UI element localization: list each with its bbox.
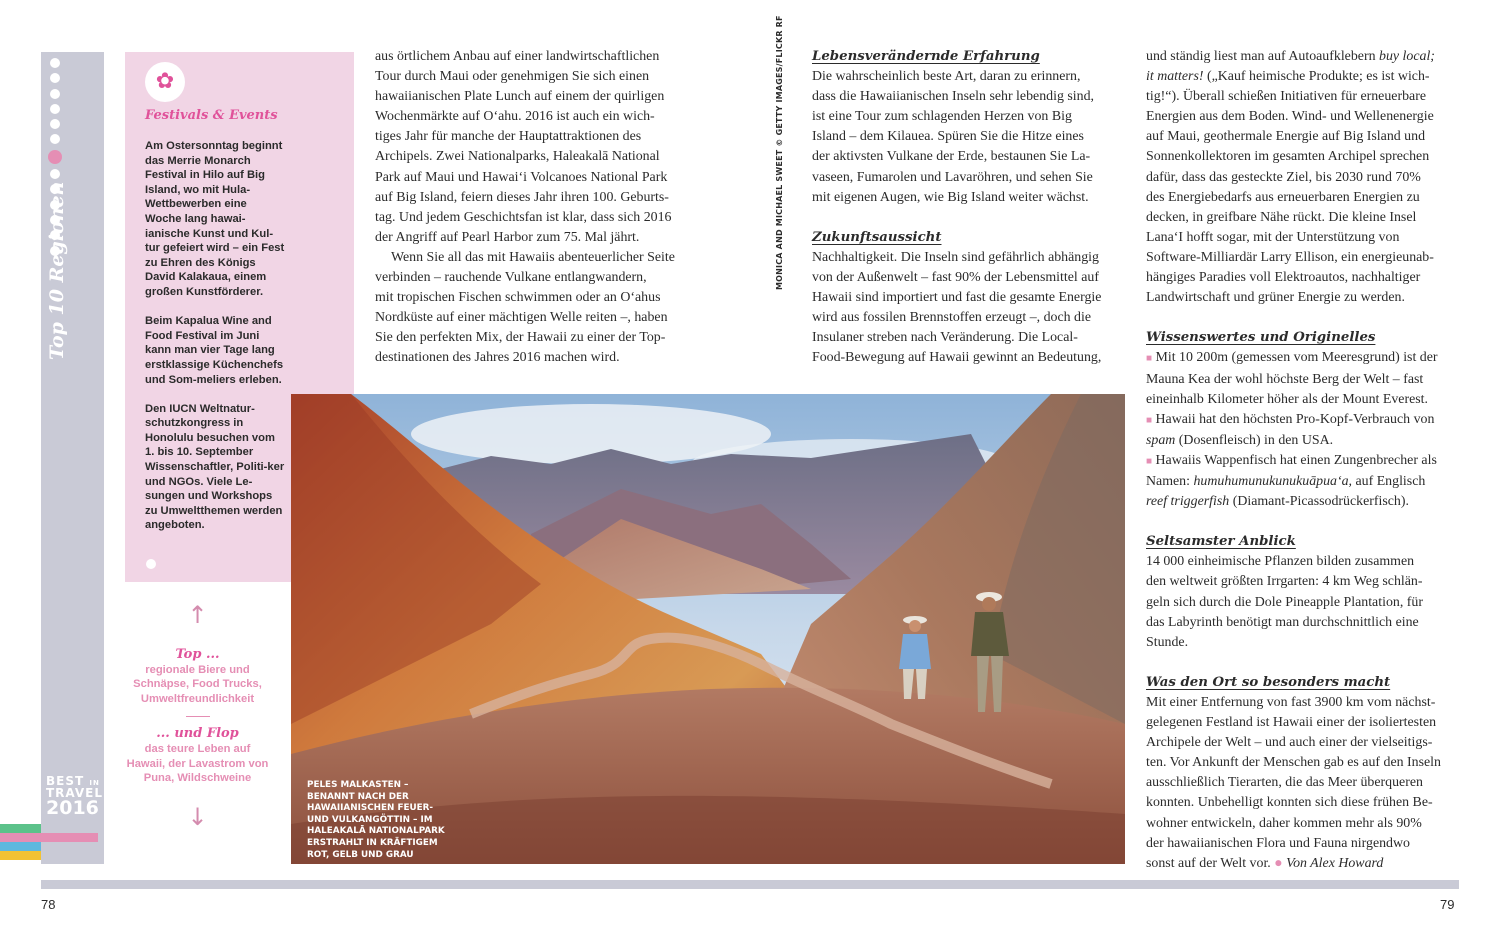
text-line: wohner entwickeln, daher kommen mehr als 90% <box>1146 815 1422 831</box>
text-line: vaseen, Fumarolen und Lavaröhren, und sehen Sie <box>812 169 1093 185</box>
text-line: geln sich durch die Dole Pineapple Plantation, für <box>1146 594 1423 610</box>
col3-trivia-list <box>1146 348 1461 512</box>
text-line: Insulaner streben nach Veränderung. Die Local- <box>812 330 1078 346</box>
col3-paragraph-2 <box>1146 552 1461 652</box>
text-line: dass die Hawaiianischen Inseln sehr lebendig sind, <box>812 89 1094 105</box>
heading-trivia: Wissenswertes und Originelles <box>1146 330 1376 346</box>
text-line: von der Außenwelt – fast 90% der Lebensmittel auf <box>812 270 1099 286</box>
footer-bar <box>41 880 1459 889</box>
top-text: regionale Biere und Schnäpse, Food Trucks, Umweltfreundlichkeit <box>133 663 262 705</box>
text-line: Mauna Kea der wohl höchste Berg der Welt – fast <box>1146 371 1424 387</box>
text-line: gelegenen Festland ist Hawaii einer der isoliertesten <box>1146 715 1437 731</box>
festivals-paragraph: Am Ostersonntag beginnt das Merrie Monarch Festival in Hilo auf Big Island, wo mit Hula-Wettbewerben eine Woche lang hawai-ianische Kunst und Kul-tur gefeiert wird – ein Fest zu Ehren des Königs David Kalakaua, einem großen Kunstförderer. <box>145 140 285 298</box>
color-bars <box>0 824 98 860</box>
color-bar-green <box>0 824 41 833</box>
text-line: Namen: humuhumunukunukuāpua‘a, auf Englisch <box>1146 473 1426 489</box>
text-line: hängiges Paradies voll Elektroautos, nachhaltiger <box>1146 270 1421 286</box>
text-line: eineinhalb Kilometer höher als der Mount Everest. <box>1146 391 1428 407</box>
top-flop-box <box>125 600 270 832</box>
text-line: dafür, dass das gesteckte Ziel, bis 2030 rund 70% <box>1146 169 1421 185</box>
text-line: Nachhaltigkeit. Die Inseln sind gefährlich abhängig <box>812 249 1099 265</box>
heading-special: Was den Ort so besonders macht <box>1146 674 1391 690</box>
top-heading: Top ... <box>175 647 220 662</box>
divider <box>186 716 210 717</box>
text-line: Island – dem Kilauea. Spüren Sie die Hitze eines <box>812 129 1084 145</box>
arrow-up-icon: ↑ <box>187 601 208 629</box>
heading-strangest-sight: Seltsamster Anblick <box>1146 534 1296 550</box>
text-line: wird aus fossilen Brennstoffen erzeugt –, doch die <box>812 310 1092 326</box>
text-line: ausschließlich Tierarten, die das Meer überqueren <box>1146 775 1423 791</box>
text-line: der aktivsten Vulkane der Erde, bestaunen Sie La- <box>812 149 1091 165</box>
text-line: hawaiianischen Plate Lunch auf einem der quirligen <box>375 89 665 105</box>
text-line: Hawaii sind importiert und fast die gesamte Energie <box>812 290 1102 306</box>
text-line: reef triggerfish (Diamant-Picassodrückerfisch). <box>1146 494 1409 510</box>
flop-text: das teure Leben auf Hawaii, der Lavastrom von Puna, Wildschweine <box>126 742 269 785</box>
flop-heading: ... und Flop <box>156 726 239 742</box>
festivals-heading: Festivals & Events <box>145 108 278 123</box>
best-in-travel-logo: BEST IN TRAVEL 2016 <box>46 774 104 819</box>
text-line: Energien aus dem Boden. Wind- und Wellenenergie <box>1146 109 1434 125</box>
heading-outlook: Zukunftsaussicht <box>812 229 942 245</box>
text-line: ■ Hawaii hat den höchsten Pro-Kopf-Verbrauch von <box>1146 411 1435 427</box>
arrow-down-icon: ↓ <box>187 802 208 831</box>
text-line: der Angriff auf Pearl Harbor zum 75. Mal jährt. <box>375 229 640 245</box>
text-line: tiges Jahr für manche der Hauptattraktionen des <box>375 129 642 145</box>
text-line: auf Big Island, feiern dieses Jahr ihren 100. Geburts- <box>375 189 669 205</box>
photo-credit: MONICA AND MICHAEL SWEET © GETTY IMAGES/FLICKR RF <box>775 15 784 290</box>
text-line: ten. Vor Ankunft der Menschen gab es auf den Inseln <box>1146 755 1441 771</box>
text-line: Lana‘I hofft sogar, mit der Unterstützung von <box>1146 229 1400 245</box>
text-line: Mit einer Entfernung von fast 3900 km vom nächst- <box>1146 695 1436 710</box>
flower-icon: ✿ <box>145 62 185 102</box>
col1-paragraph-1 <box>375 47 690 248</box>
end-dot <box>146 559 156 569</box>
text-line: des Energiebedarfs aus erneuerbaren Energien zu <box>1146 189 1420 205</box>
festivals-paragraph: Den IUCN Weltnatur-schutzkongress in Honolulu besuchen vom 1. bis 10. September Wissenschaftler, Politi-ker und NGOs. Viele Le-sungen und Workshops zu Umweltthemen werden angeboten. <box>145 402 285 532</box>
festivals-body <box>145 139 285 548</box>
text-line: konnten. Unbehelligt konnten sich diese frühen Be- <box>1146 795 1433 811</box>
text-line: der hawaiianischen Flora und Fauna nirgendwo <box>1146 835 1410 851</box>
text-line: sonst auf der Welt vor. ● Von Alex Howard <box>1146 855 1384 871</box>
text-line: spam (Dosenfleisch) in den USA. <box>1146 432 1334 448</box>
text-line: Nordküste auf einer mächtigen Welle reiten –, haben <box>375 310 668 326</box>
color-bar-yellow <box>0 851 41 860</box>
text-line: den weltweit größten Irrgarten: 4 km Weg schlän- <box>1146 574 1423 590</box>
col3-paragraph-0 <box>1146 47 1461 308</box>
text-line: aus örtlichem Anbau auf einer landwirtschaftlichen <box>375 49 660 64</box>
text-line: 14 000 einheimische Pflanzen bilden zusammen <box>1146 554 1415 570</box>
section-dot <box>50 58 60 68</box>
text-line: ist eine Tour zum schlagenden Herzen von Big <box>812 109 1072 125</box>
col2-paragraph-1 <box>812 67 1127 208</box>
section-dot <box>50 104 60 114</box>
text-line: Software-Milliardär Larry Ellison, ein energieunab- <box>1146 249 1434 265</box>
text-line: decken, in greifbare Nähe rückt. Die kleine Insel <box>1146 209 1417 225</box>
text-line: mit eigenen Augen, wie Big Island weiter wächst. <box>812 189 1089 205</box>
text-line: das Labyrinth benötigt man durchschnittlich eine <box>1146 614 1419 630</box>
text-line: tig!“). Überall schießen Initiativen für erneuerbare <box>1146 89 1426 105</box>
heading-life-changing: Lebensverändernde Erfahrung <box>812 49 1040 64</box>
col3-paragraph-3 <box>1146 693 1461 874</box>
text-line: Die wahrscheinlich beste Art, daran zu erinnern, <box>812 69 1081 85</box>
section-dot <box>50 134 60 144</box>
section-dot <box>50 169 60 179</box>
section-title: Top 10 Regionen <box>46 181 68 360</box>
text-line: Food-Bewegung auf Hawaii gewinnt an Bedeutung, <box>812 350 1102 366</box>
text-line: Stunde. <box>1146 634 1189 650</box>
text-line: Sonnenkollektoren im gesamten Archipel sprechen <box>1146 149 1430 165</box>
page-number-right: 79 <box>1440 897 1455 912</box>
text-line: ■ Mit 10 200m (gemessen vom Meeresgrund) ist der <box>1146 350 1438 366</box>
text-line: Wochenmärkte auf O‘ahu. 2016 ist auch ein wich- <box>375 109 655 125</box>
photo-caption: PELES MALKASTEN – BENANNT NACH DER HAWAIIANISCHEN FEUER- UND VULKANGÖTTIN – IM HALEAKALĀ NATIONALPARK ERSTRAHLT IN KRÄFTIGEM ROT, GELB UND GRAU <box>307 780 445 860</box>
body-column-3 <box>1146 47 1461 874</box>
text-line: auf Maui, geothermale Energie auf Big Island und <box>1146 129 1426 145</box>
section-dot <box>50 89 60 99</box>
col1-paragraph-2 <box>375 248 690 369</box>
text-line: Archipels. Zwei Nationalparks, Haleakalā National <box>375 149 660 165</box>
text-line: Tour durch Maui oder genehmigen Sie sich einen <box>375 69 650 85</box>
col2-paragraph-2 <box>812 248 1127 369</box>
text-line: Sie den perfekten Mix, der Hawaii zu einer der Top- <box>375 330 666 346</box>
text-line: und ständig liest man auf Autoaufklebern buy local; <box>1146 49 1435 64</box>
section-dot <box>50 119 60 129</box>
body-column-1 <box>375 47 690 369</box>
text-line: Archipele der Welt – und auch einer der vielseitigs- <box>1146 735 1433 751</box>
text-line: mit tropischen Fischen schwimmen oder an O‘ahus <box>375 290 661 306</box>
section-dot <box>50 73 60 83</box>
text-line: Landwirtschaft und grüner Energie zu werden. <box>1146 290 1405 306</box>
text-line: it matters! („Kauf heimische Produkte; es ist wich- <box>1146 69 1430 85</box>
text-line: Wenn Sie all das mit Hawaiis abenteuerlicher Seite <box>391 249 675 265</box>
color-bar-blue <box>0 842 41 851</box>
section-dot-active <box>48 150 62 164</box>
text-line: tag. Und jedem Geschichtsfan ist klar, dass sich 2016 <box>375 209 672 225</box>
page-number-left: 78 <box>41 897 56 912</box>
festivals-paragraph: Beim Kapalua Wine and Food Festival im Juni kann man vier Tage lang erstklassige Küchenchefs und Som-meliers erleben. <box>145 315 284 386</box>
text-line: destinationen des Jahres 2016 machen wird. <box>375 350 620 366</box>
body-column-2 <box>812 47 1127 369</box>
text-line: verbinden – rauchende Vulkane entlangwandern, <box>375 270 647 286</box>
text-line: Park auf Maui und Hawai‘i Volcanoes National Park <box>375 169 668 185</box>
color-bar-pink <box>0 833 98 842</box>
text-line: ■ Hawaiis Wappenfisch hat einen Zungenbrecher als <box>1146 452 1437 468</box>
